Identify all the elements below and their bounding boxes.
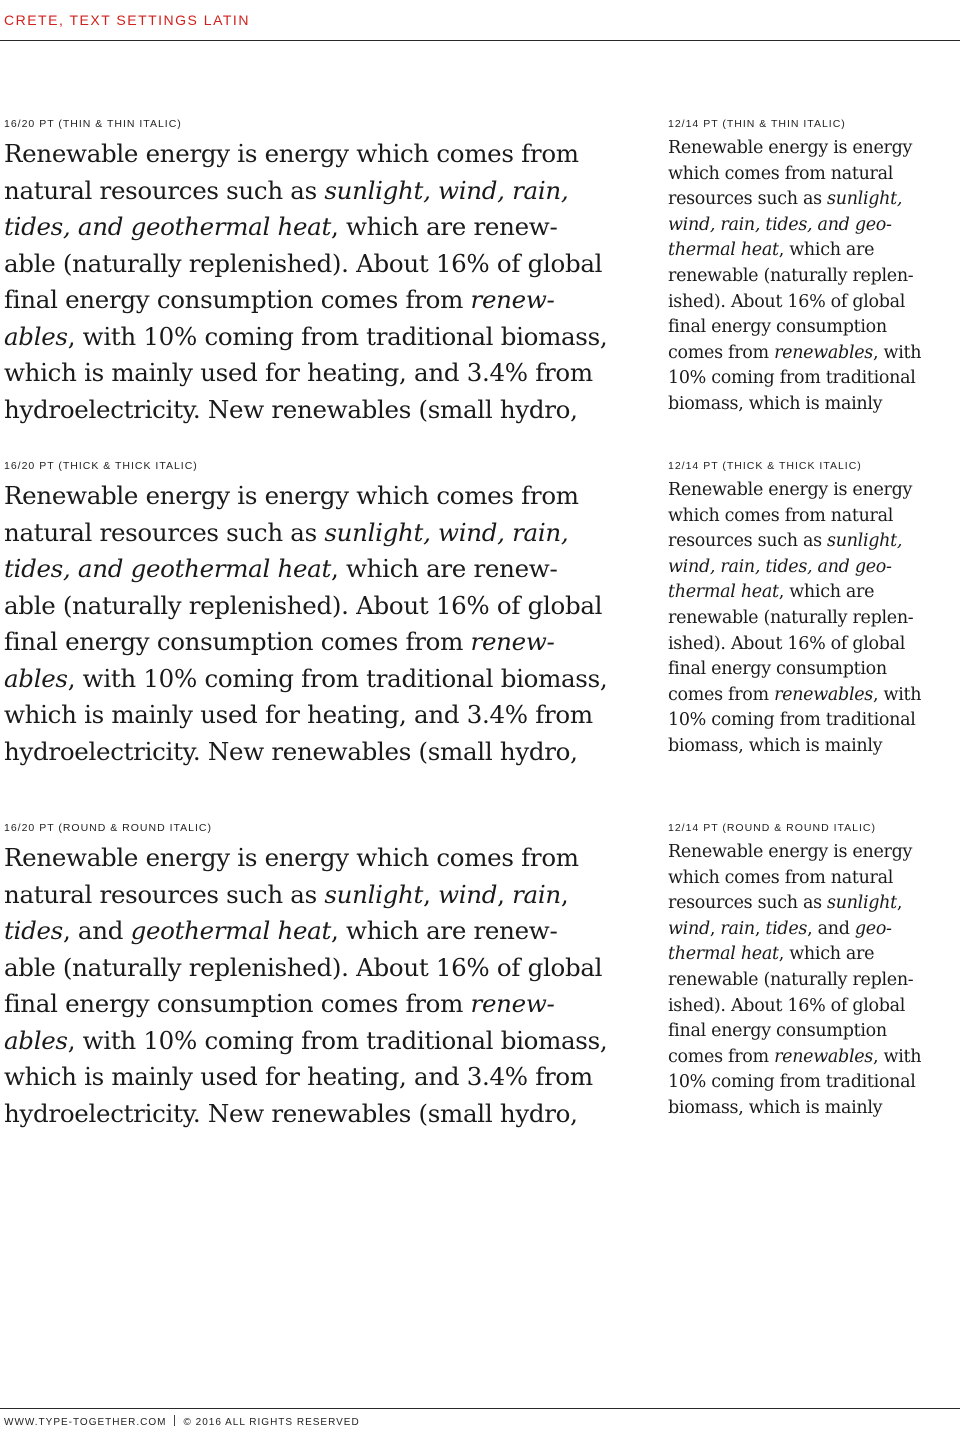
roman-run: which comes from natural — [668, 505, 894, 526]
italic-run: wind, rain, tides, and geo- — [668, 214, 892, 235]
roman-run: able (naturally replenished). About 16% of global — [4, 952, 603, 982]
text-line — [668, 392, 921, 418]
italic-run: sunlight, — [827, 189, 903, 210]
text-line — [4, 913, 607, 950]
italic-run: wind — [438, 879, 498, 909]
roman-run: ished). About 16% of global — [668, 291, 906, 312]
text-line — [4, 840, 607, 877]
text-line — [4, 661, 607, 698]
roman-run: which comes from natural — [668, 867, 894, 888]
text-line — [668, 366, 921, 392]
text-line — [668, 529, 921, 555]
roman-run: final energy consumption — [668, 659, 887, 680]
text-line — [4, 392, 607, 429]
roman-run: resources such as — [668, 531, 828, 552]
italic-run: renewables — [774, 1046, 873, 1067]
text-line — [668, 734, 921, 760]
text-line — [668, 994, 921, 1020]
specimen-text — [668, 136, 921, 418]
text-line — [668, 866, 921, 892]
roman-run: ished). About 16% of global — [668, 995, 906, 1016]
text-line — [668, 264, 921, 290]
text-line — [4, 551, 607, 588]
roman-run: Renewable energy is energy — [668, 842, 913, 862]
text-line — [668, 657, 921, 683]
roman-run: , — [497, 879, 513, 909]
roman-run: natural resources such as — [4, 517, 325, 547]
italic-run: tides, and geothermal heat — [4, 554, 332, 583]
roman-run: ished). About 16% of global — [668, 633, 906, 654]
text-line — [4, 478, 607, 515]
roman-run: , with 10% coming from traditional biomass, — [67, 321, 608, 351]
roman-run: , which are — [778, 582, 875, 603]
text-line — [668, 187, 921, 213]
text-line — [4, 515, 607, 552]
text-line — [4, 624, 607, 661]
italic-run: thermal heat — [668, 944, 779, 965]
roman-run: resources such as — [668, 189, 828, 210]
roman-run: final energy consumption comes from — [4, 285, 471, 314]
top-rule — [0, 40, 960, 41]
specimen-block-thin-12-14 — [668, 118, 921, 418]
block-label: 16/20 PT (ROUND & ROUND ITALIC) — [4, 822, 212, 834]
roman-run: which comes from natural — [668, 163, 894, 184]
roman-run: comes from — [668, 684, 775, 705]
roman-run: Renewable energy is energy which comes from — [4, 481, 579, 510]
roman-run: comes from — [668, 342, 775, 363]
roman-run: able (naturally replenished). About 16% of global — [4, 248, 603, 278]
text-line — [4, 282, 607, 319]
text-line — [668, 1070, 921, 1096]
text-line — [4, 136, 607, 173]
text-line — [668, 891, 921, 917]
text-line — [4, 877, 607, 914]
italic-run: renew- — [470, 285, 555, 314]
specimen-block-round-16-20 — [4, 822, 607, 1132]
block-label: 12/14 PT (THICK & THICK ITALIC) — [668, 460, 862, 472]
text-line — [4, 986, 607, 1023]
roman-run: hydroelectricity. New renewables (small hydro, — [4, 1098, 578, 1128]
text-line — [4, 697, 607, 734]
text-line — [668, 942, 921, 968]
copyright-notice: © 2016 ALL RIGHTS RESERVED — [183, 1417, 360, 1428]
roman-run: Renewable energy is energy — [668, 138, 913, 158]
roman-run: hydroelectricity. New renewables (small hydro, — [4, 736, 578, 766]
roman-run: , with — [872, 684, 922, 705]
roman-run: renewable (naturally replen- — [668, 607, 914, 628]
roman-run: , — [709, 918, 721, 939]
text-line — [4, 1023, 607, 1060]
italic-run: sunlight, wind, rain, — [324, 517, 569, 547]
specimen-text — [4, 840, 607, 1132]
roman-run: renewable (naturally replen- — [668, 969, 914, 990]
roman-run: comes from — [668, 1046, 775, 1067]
italic-run: sunlight — [324, 879, 424, 909]
roman-run: , with — [872, 1046, 922, 1067]
italic-run: sunlight — [827, 893, 897, 914]
italic-run: sunlight, wind, rain, — [324, 175, 569, 205]
roman-run: renewable (naturally replen- — [668, 265, 914, 286]
text-line — [668, 840, 921, 866]
specimen-text — [668, 840, 921, 1122]
text-line — [668, 213, 921, 239]
text-line — [668, 162, 921, 188]
italic-run: wind — [668, 918, 710, 939]
italic-run: ables — [4, 1025, 68, 1055]
text-line — [668, 1045, 921, 1071]
roman-run: which is mainly used for heating, and 3.4% from — [4, 700, 593, 729]
roman-run: Renewable energy is energy which comes from — [4, 139, 579, 168]
block-label: 16/20 PT (THICK & THICK ITALIC) — [4, 460, 198, 472]
text-line — [4, 246, 607, 283]
text-line — [668, 1096, 921, 1122]
text-line — [668, 290, 921, 316]
text-line — [668, 555, 921, 581]
roman-run: , which are renew- — [331, 554, 558, 583]
text-line — [668, 683, 921, 709]
roman-run: , and — [807, 918, 855, 939]
text-line — [668, 504, 921, 530]
roman-run: biomass, which is mainly — [668, 1097, 883, 1118]
italic-run: ables — [4, 321, 68, 351]
roman-run: which is mainly used for heating, and 3.4% from — [4, 1062, 593, 1091]
roman-run: , with 10% coming from traditional biomass, — [67, 663, 608, 693]
text-line — [668, 708, 921, 734]
text-line — [4, 588, 607, 625]
roman-run: which is mainly used for heating, and 3.4% from — [4, 358, 593, 387]
roman-run: final energy consumption comes from — [4, 989, 471, 1018]
roman-run: , which are — [778, 944, 875, 965]
text-line — [668, 136, 921, 162]
italic-run: tides — [765, 918, 808, 939]
italic-run: renewables — [774, 342, 873, 363]
footer — [4, 1415, 360, 1428]
roman-run: , — [754, 918, 766, 939]
roman-run: , which are renew- — [331, 212, 558, 241]
text-line — [668, 606, 921, 632]
italic-run: thermal heat — [668, 582, 779, 603]
footer-separator — [174, 1415, 175, 1426]
italic-run: sunlight, — [827, 531, 903, 552]
roman-run: , which are renew- — [331, 916, 558, 945]
roman-run: hydroelectricity. New renewables (small hydro, — [4, 394, 578, 424]
roman-run: biomass, which is mainly — [668, 393, 883, 414]
block-label: 12/14 PT (ROUND & ROUND ITALIC) — [668, 822, 876, 834]
roman-run: Renewable energy is energy which comes from — [4, 843, 579, 872]
specimen-text — [668, 478, 921, 760]
roman-run: biomass, which is mainly — [668, 735, 883, 756]
text-line — [4, 950, 607, 987]
italic-run: renew- — [470, 989, 555, 1018]
italic-run: tides — [4, 916, 63, 945]
specimen-block-round-12-14 — [668, 822, 921, 1122]
italic-run: geo- — [854, 918, 892, 939]
italic-run: geothermal heat — [130, 916, 332, 945]
website-link[interactable]: WWW.TYPE-TOGETHER.COM — [4, 1417, 167, 1428]
roman-run: final energy consumption — [668, 317, 887, 338]
italic-run: rain — [720, 918, 755, 939]
italic-run: wind, rain, tides, and geo- — [668, 556, 892, 577]
specimen-block-thick-12-14 — [668, 460, 921, 760]
roman-run: final energy consumption — [668, 1021, 887, 1042]
text-line — [668, 968, 921, 994]
text-line — [4, 734, 607, 771]
text-line — [668, 917, 921, 943]
block-label: 12/14 PT (THIN & THIN ITALIC) — [668, 118, 846, 130]
text-line — [4, 1096, 607, 1133]
text-line — [4, 1059, 607, 1096]
italic-run: rain — [512, 879, 561, 909]
text-line — [668, 315, 921, 341]
text-line — [668, 632, 921, 658]
text-line — [668, 238, 921, 264]
italic-run: tides, and geothermal heat — [4, 212, 332, 241]
text-line — [4, 173, 607, 210]
roman-run: able (naturally replenished). About 16% of global — [4, 590, 603, 620]
italic-run: ables — [4, 663, 68, 693]
roman-run: Renewable energy is energy — [668, 480, 913, 500]
page-title: CRETE, TEXT SETTINGS LATIN — [4, 12, 250, 28]
roman-run: final energy consumption comes from — [4, 627, 471, 656]
text-line — [4, 319, 607, 356]
text-line — [668, 580, 921, 606]
roman-run: 10% coming from traditional — [668, 710, 916, 731]
roman-run: , which are — [778, 240, 875, 261]
roman-run: 10% coming from traditional — [668, 368, 916, 389]
roman-run: natural resources such as — [4, 879, 325, 909]
specimen-block-thick-16-20 — [4, 460, 607, 770]
text-line — [668, 341, 921, 367]
text-line — [668, 478, 921, 504]
roman-run: , with 10% coming from traditional biomass, — [67, 1025, 608, 1055]
roman-run: , with — [872, 342, 922, 363]
text-line — [4, 355, 607, 392]
roman-run: 10% coming from traditional — [668, 1072, 916, 1093]
roman-run: resources such as — [668, 893, 828, 914]
block-label: 16/20 PT (THIN & THIN ITALIC) — [4, 118, 182, 130]
specimen-text — [4, 478, 607, 770]
text-line — [668, 1019, 921, 1045]
roman-run: natural resources such as — [4, 175, 325, 205]
roman-run: , — [560, 879, 569, 909]
bottom-rule — [0, 1408, 960, 1409]
roman-run: , — [896, 893, 903, 914]
italic-run: renewables — [774, 684, 873, 705]
italic-run: renew- — [470, 627, 555, 656]
text-line — [4, 209, 607, 246]
specimen-block-thin-16-20 — [4, 118, 607, 428]
italic-run: thermal heat — [668, 240, 779, 261]
roman-run: , and — [62, 916, 131, 945]
specimen-text — [4, 136, 607, 428]
roman-run: , — [423, 879, 439, 909]
